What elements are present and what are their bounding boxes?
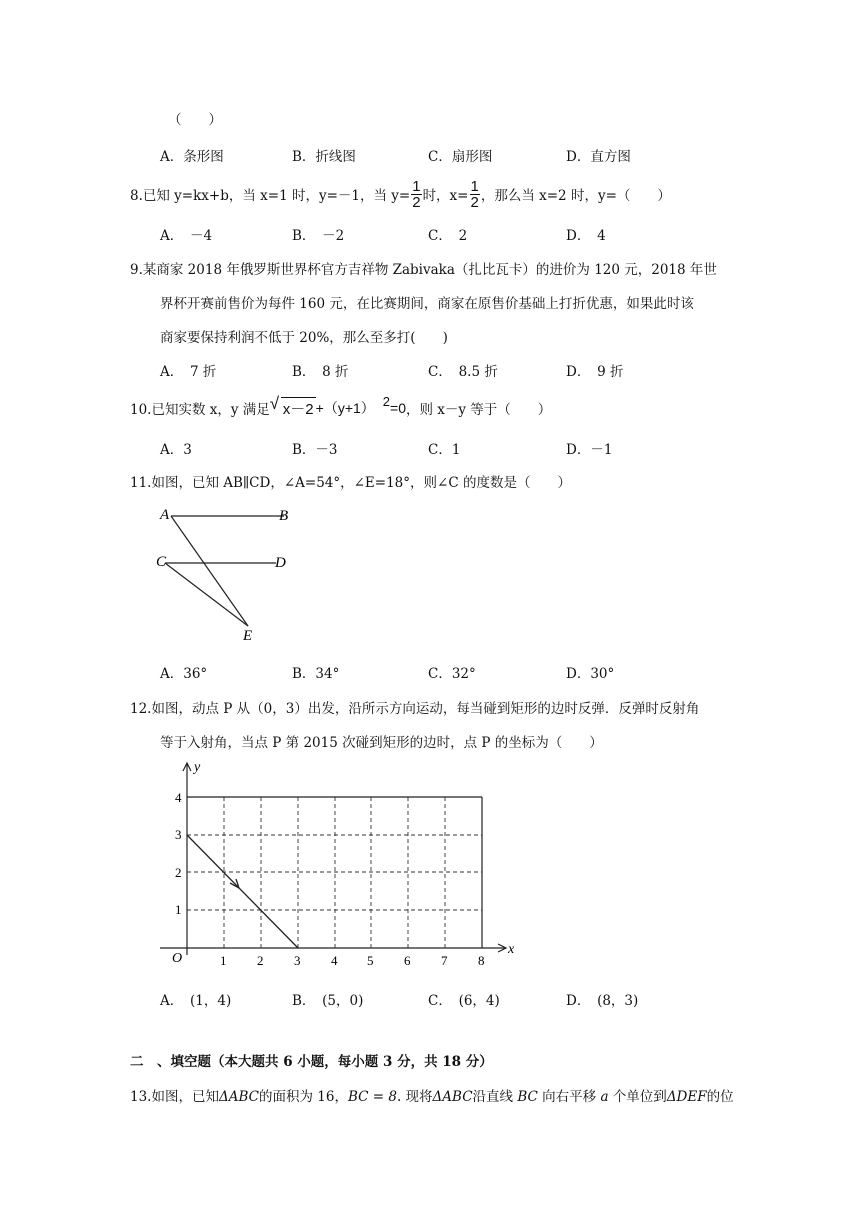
q11-option-b: B．34° <box>292 666 340 682</box>
q12-figure <box>150 755 530 975</box>
q12-x-tick-7: 7 <box>441 953 448 968</box>
q12-path <box>187 835 298 948</box>
q12-y-tick-1: 1 <box>175 902 182 917</box>
q13-text-4: 沿直线 <box>472 1089 514 1105</box>
q12-x-tick-5: 5 <box>367 953 374 968</box>
q11-label-c: C <box>156 554 167 570</box>
q12-x-tick-2: 2 <box>257 953 264 968</box>
q12-option-d: D． (8，3) <box>566 993 639 1009</box>
q12-y-tick-4: 4 <box>175 790 182 805</box>
q13-text-2: 的面积为 16， <box>258 1089 348 1105</box>
q11-option-a: A．36° <box>160 666 208 682</box>
q7-paren: （ ） <box>168 112 222 128</box>
q9-option-d: D． 9 折 <box>566 364 624 380</box>
q12-x-tick-1: 1 <box>220 953 227 968</box>
q12-rectangle <box>187 797 482 948</box>
q13-triangle-def: ΔDEF <box>666 1089 707 1105</box>
q9-option-a: A． 7 折 <box>160 364 217 380</box>
q13-bc-2: BC <box>517 1089 538 1105</box>
q8-mid: 时，x= <box>422 188 469 204</box>
q12-axis-x-label: x <box>508 942 515 957</box>
q8-prefix: 8.已知 y=kx+b，当 x=1 时，y=－1，当 y= <box>130 188 411 204</box>
q10-option-a: A．3 <box>160 442 192 458</box>
q13-text-3: . 现将 <box>396 1089 433 1105</box>
q13-stem <box>130 1085 734 1105</box>
q10-sqrt: √ x－2 <box>269 394 314 418</box>
q11-label-d: D <box>275 555 286 571</box>
q13-text-7: 的位 <box>706 1089 734 1105</box>
q8-stem <box>130 172 671 216</box>
q13-triangle-abc-2: ΔABC <box>432 1089 473 1105</box>
q12-y-tick-2: 2 <box>175 865 182 880</box>
q8-suffix: ，那么当 x=2 时，y=（ ） <box>480 188 671 204</box>
q13-text-6: 个单位到 <box>612 1089 667 1105</box>
q10-stem <box>130 394 551 422</box>
q13-text-5: 向右平移 <box>542 1089 597 1105</box>
q11-figure <box>150 500 300 645</box>
q10-exponent: 2 <box>382 393 391 409</box>
q8-option-d: D． 4 <box>566 228 606 244</box>
q11-option-c: C．32° <box>428 666 476 682</box>
q10-option-d: D．－1 <box>566 442 613 458</box>
q7-option-a: A．条形图 <box>160 149 224 165</box>
q12-x-tick-6: 6 <box>404 953 411 968</box>
q9-option-c: C． 8.5 折 <box>428 364 498 380</box>
q13-a: a <box>600 1089 609 1105</box>
q10-eq: =0 <box>390 400 406 416</box>
q11-option-d: D．30° <box>566 666 615 682</box>
q10-prefix: 10.已知实数 x，y 满足 <box>130 402 270 418</box>
q13-bc: BC = 8 <box>347 1089 397 1105</box>
q12-line-1: 12.如图，动点 P 从（0，3）出发，沿所示方向运动，每当碰到矩形的边时反弹．反弹时反射角 <box>130 701 700 717</box>
q11-label-e: E <box>243 628 253 644</box>
q7-option-c: C．扇形图 <box>428 149 493 165</box>
q10-option-b: B．－3 <box>292 442 338 458</box>
q12-line-2: 等于入射角，当点 P 第 2015 次碰到矩形的边时，点 P 的坐标为（ ） <box>160 735 603 751</box>
q12-x-tick-8: 8 <box>478 953 485 968</box>
q8-option-c: C． 2 <box>428 228 468 244</box>
q10-suffix: ，则 x－y 等于（ ） <box>405 402 552 418</box>
q7-option-d: D．直方图 <box>566 149 631 165</box>
q12-x-tick-3: 3 <box>294 953 301 968</box>
q11-stem: 11.如图，已知 AB∥CD，∠A=54°，∠E=18°，则∠C 的度数是（ ） <box>130 475 571 491</box>
q7-option-b: B．折线图 <box>292 149 356 165</box>
q9-line-3: 商家要保持利润不低于 20%，那么至多打( ) <box>160 330 448 346</box>
q11-label-b: B <box>279 508 289 524</box>
q12-option-c: C． (6，4) <box>428 993 500 1009</box>
q12-y-tick-3: 3 <box>175 827 182 842</box>
q12-option-b: B． (5，0) <box>292 993 364 1009</box>
q12-origin-label: O <box>172 951 183 966</box>
q10-option-c: C．1 <box>428 442 461 458</box>
q8-option-a: A． －4 <box>160 228 213 244</box>
q12-option-a: A． (1，4) <box>160 993 232 1009</box>
q9-line-2: 界杯开赛前售价为每件 160 元，在比赛期间，商家在原售价基础上打折优惠，如果此时该 <box>160 296 694 312</box>
q12-grid <box>187 797 482 948</box>
q13-prefix: 13.如图，已知 <box>130 1089 219 1105</box>
q8-option-b: B． －2 <box>292 228 345 244</box>
q11-label-a: A <box>160 507 170 523</box>
q8-fraction-2: $\frac{1}{2}$ <box>470 177 479 211</box>
q10-expr: +（y+1） <box>315 400 375 416</box>
q13-triangle-abc: ΔABC <box>218 1089 259 1105</box>
q8-fraction-1: $\frac{1}{2}$ <box>412 177 421 211</box>
q9-option-b: B． 8 折 <box>292 364 349 380</box>
q9-line-1: 9.某商家 2018 年俄罗斯世界杯官方吉祥物 Zabivaka（扎比瓦卡）的进价为 120 元，2018 年世 <box>130 262 717 278</box>
section-2-title: 二 、填空题（本大题共 6 小题，每小题 3 分，共 18 分） <box>130 1054 493 1070</box>
q12-axis-y-label: y <box>194 760 201 775</box>
q12-x-tick-4: 4 <box>331 953 338 968</box>
